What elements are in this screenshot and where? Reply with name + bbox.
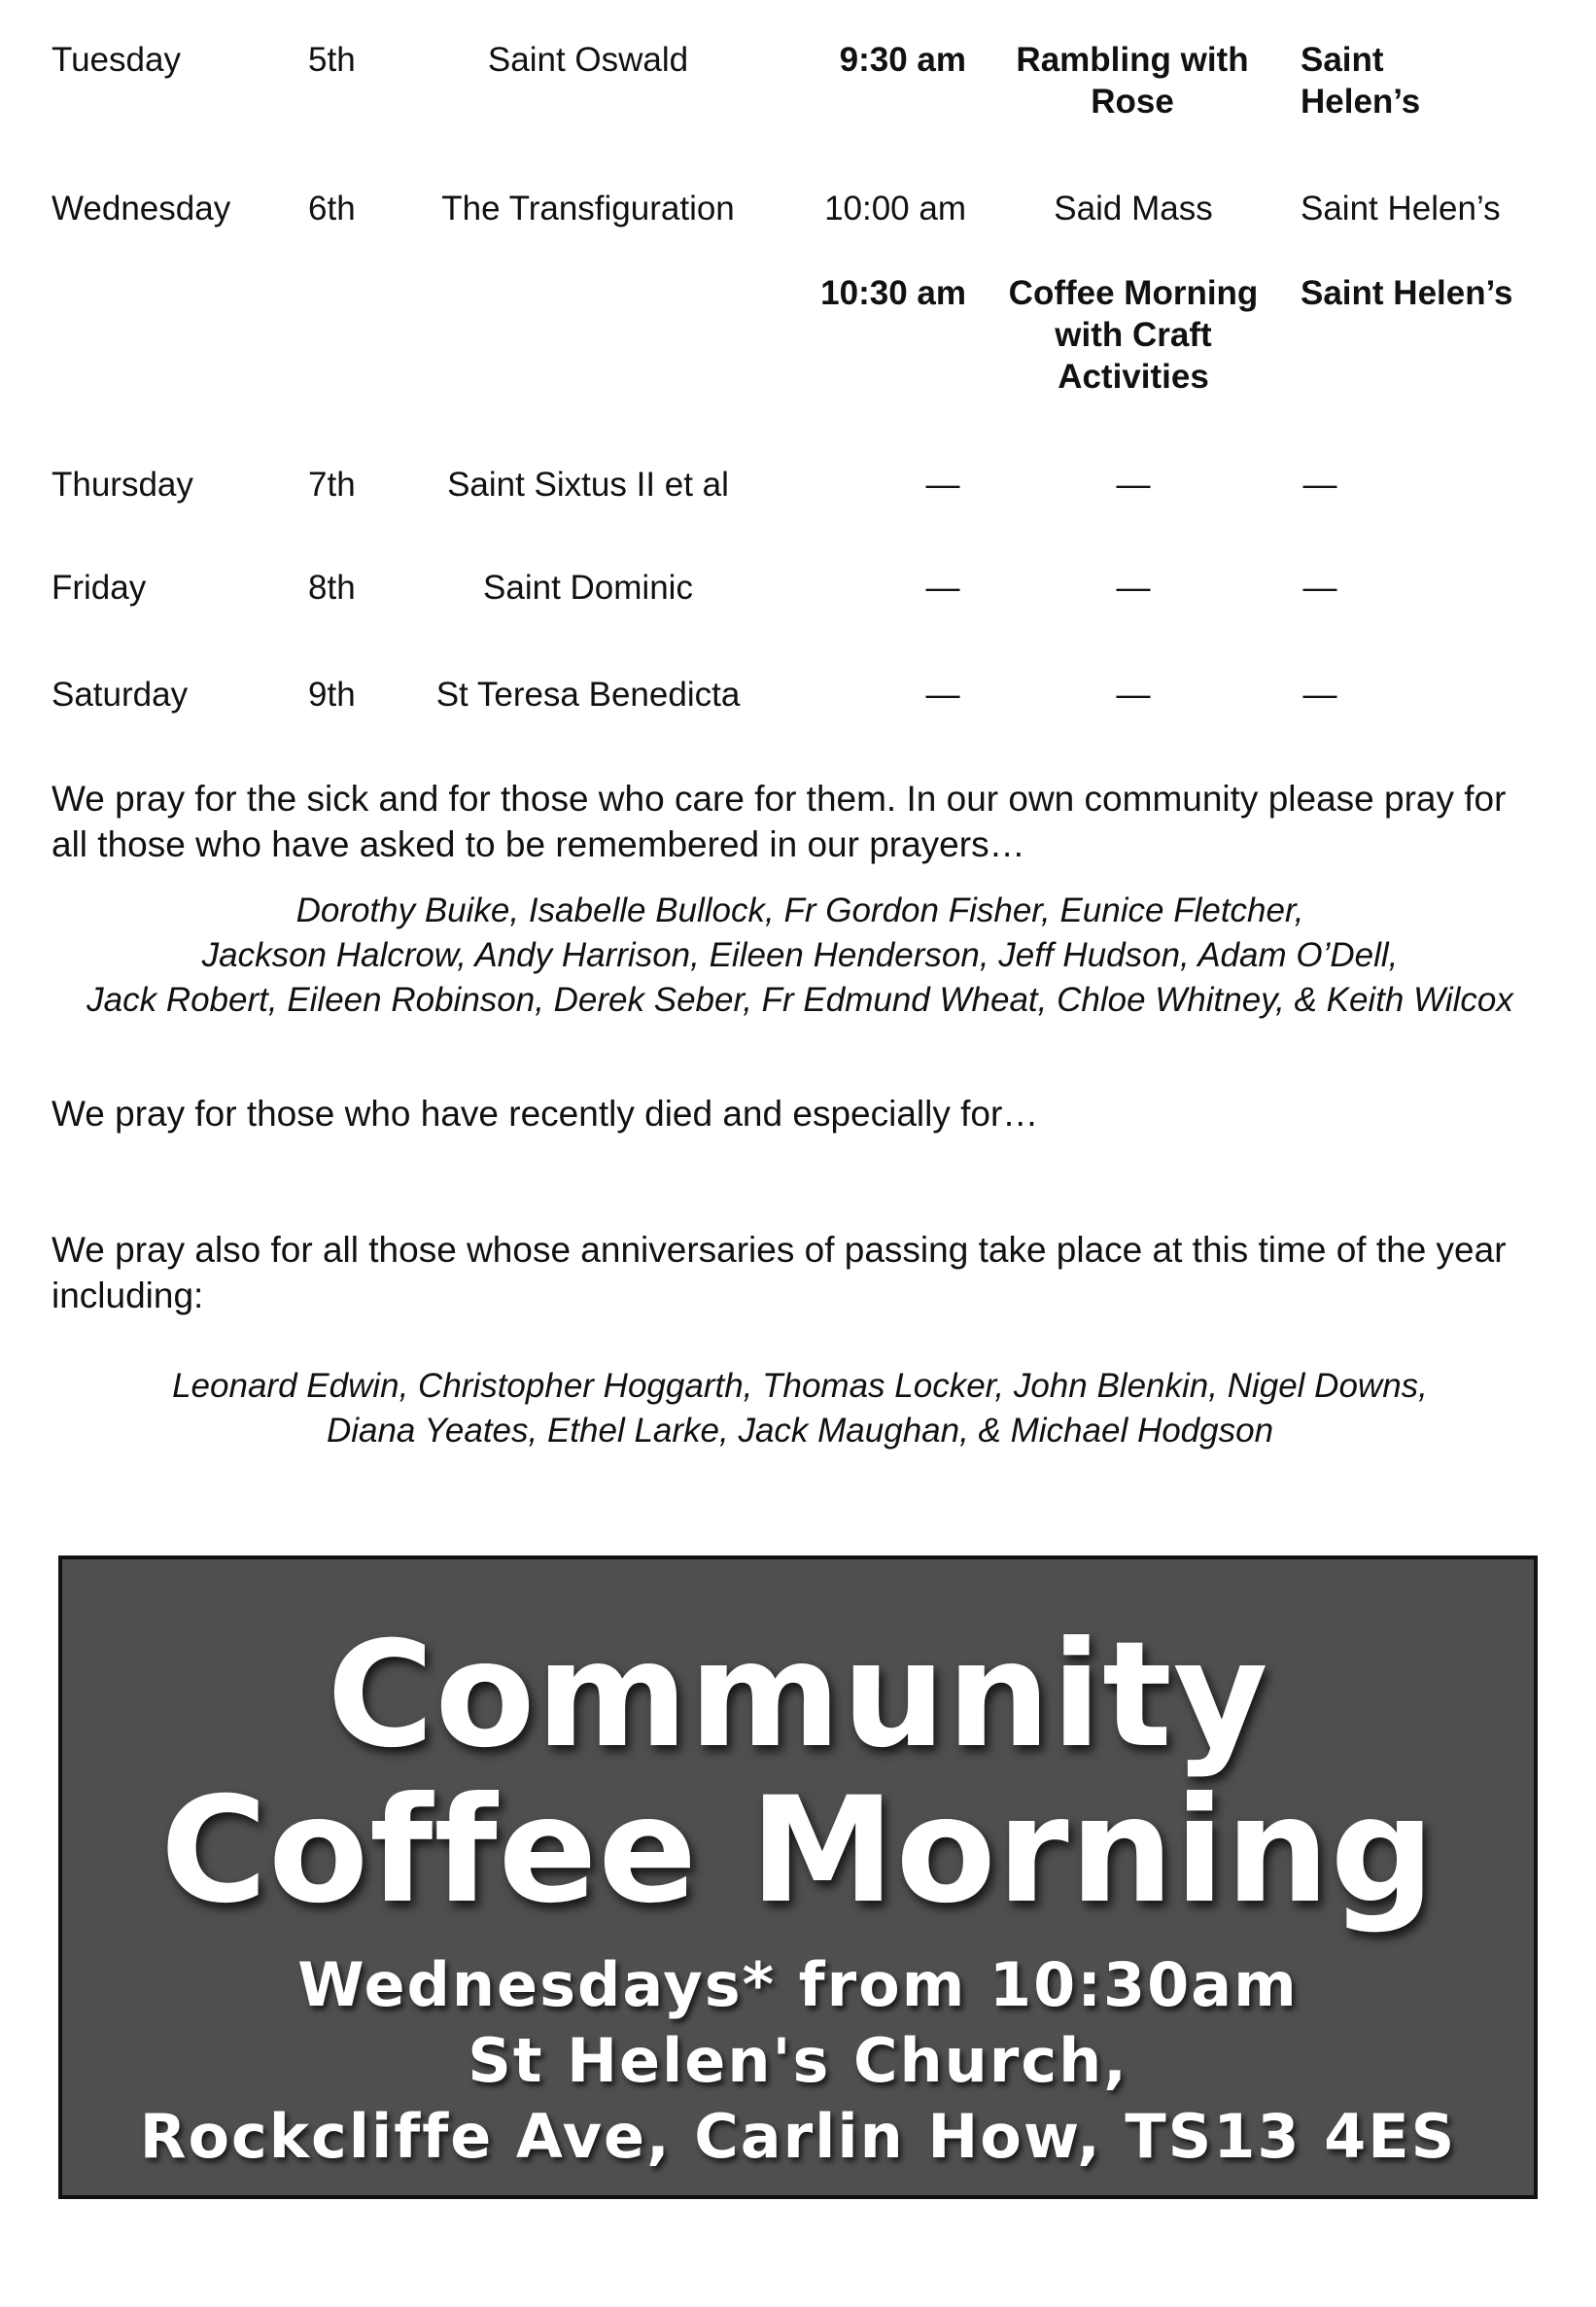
date: 7th	[308, 466, 356, 504]
banner-schedule-line: Wednesdays* from 10:30am	[297, 1949, 1299, 2020]
feast: Saint Sixtus II et al	[447, 466, 729, 504]
date: 5th	[308, 41, 356, 79]
time: 10:00 am	[824, 190, 966, 227]
event-dash: —	[1116, 676, 1151, 714]
time: 10:30 am	[820, 274, 966, 312]
sick-names-line: Jackson Halcrow, Andy Harrison, Eileen Henderson, Jeff Hudson, Adam O’Dell,	[201, 936, 1399, 974]
anniversary-names-line: Diana Yeates, Ethel Larke, Jack Maughan, & Michael Hodgson	[326, 1412, 1274, 1450]
event: Coffee Morning with Craft Activities	[1008, 274, 1259, 396]
place-dash: —	[1302, 569, 1337, 607]
banner-title-line2: Coffee Morning	[160, 1766, 1436, 1936]
day: Tuesday	[52, 41, 181, 79]
sick-names	[52, 889, 1548, 1023]
place: Saint Helen’s	[1301, 41, 1421, 121]
banner-venue-line: St Helen's Church,	[468, 2025, 1128, 2096]
day: Saturday	[52, 676, 189, 714]
banner-address-line: Rockcliffe Ave, Carlin How, TS13 4ES	[139, 2101, 1457, 2172]
banner-title-line1: Community	[327, 1611, 1269, 1780]
anniversary-intro: We pray also for all those whose anniversaries of passing take place at this time of the year including:	[52, 1230, 1507, 1315]
event: Said Mass	[1054, 190, 1213, 227]
date: 8th	[308, 569, 356, 607]
sick-names-line: Jack Robert, Eileen Robinson, Derek Seber, Fr Edmund Wheat, Chloe Whitney, & Keith Wilcox	[87, 981, 1513, 1019]
event-dash: —	[1116, 466, 1151, 504]
sick-intro: We pray for the sick and for those who care for them. In our own community please pray for all those who have asked to be remembered in our prayers…	[52, 779, 1507, 864]
anniversary-names-line: Leonard Edwin, Christopher Hoggarth, Thomas Locker, John Blenkin, Nigel Downs,	[172, 1367, 1428, 1405]
feast: St Teresa Benedicta	[435, 676, 741, 714]
date: 9th	[308, 676, 356, 714]
place: Saint Helen’s	[1301, 190, 1501, 227]
coffee-morning-banner	[58, 1555, 1538, 2199]
time-dash: —	[925, 676, 960, 714]
time-dash: —	[925, 569, 960, 607]
event-dash: —	[1116, 569, 1151, 607]
place: Saint Helen’s	[1301, 274, 1513, 312]
event: Rambling with Rose	[1016, 41, 1249, 121]
feast: The Transfiguration	[441, 190, 735, 227]
anniversary-names	[52, 1364, 1548, 1453]
date: 6th	[308, 190, 356, 227]
died-intro: We pray for those who have recently died and especially for…	[52, 1094, 1039, 1134]
feast: Saint Dominic	[483, 569, 693, 607]
day: Wednesday	[52, 190, 231, 227]
place-dash: —	[1302, 676, 1337, 714]
time-dash: —	[925, 466, 960, 504]
feast: Saint Oswald	[487, 41, 689, 79]
sick-names-line: Dorothy Buike, Isabelle Bullock, Fr Gordon Fisher, Eunice Fletcher,	[295, 891, 1304, 929]
place-dash: —	[1302, 466, 1337, 504]
day: Friday	[52, 569, 147, 607]
time: 9:30 am	[839, 41, 966, 79]
day: Thursday	[52, 466, 193, 504]
